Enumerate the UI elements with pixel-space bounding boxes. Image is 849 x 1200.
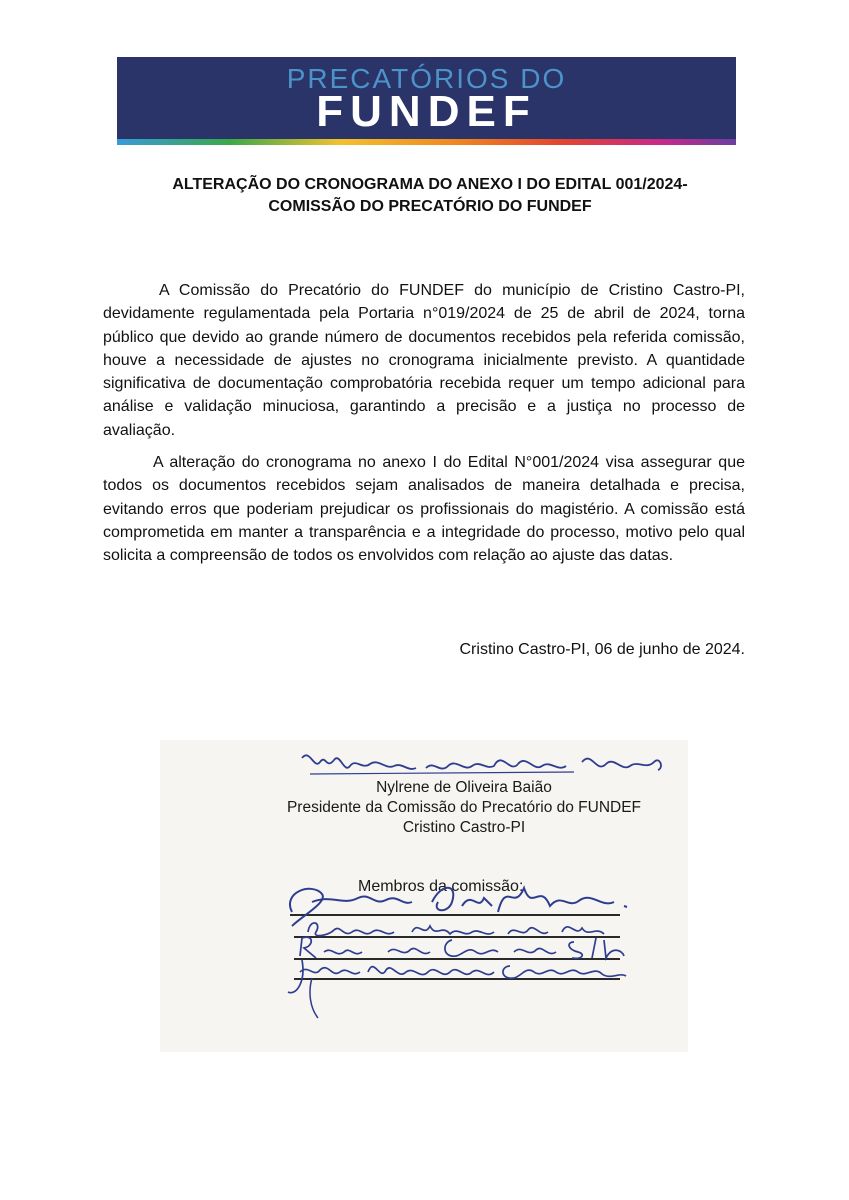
- document-title-line2: COMISSÃO DO PRECATÓRIO DO FUNDEF: [268, 198, 592, 215]
- body-paragraph-1: A Comissão do Precatório do FUNDEF do município de Cristino Castro-PI, devidamente regulamentada pela Portaria n°019/2024 de 25 de abril de 2024, torna público que devido ao grande número de documentos recebidos pela referida comissão, houve a necessidade de ajustes no cronograma inicialmente previsto. A quantidade significativa de documentação comprobatória recebida requer um tempo adicional para análise e validação minuciosa, garantindo a precisão e a justiça no processo de avaliação.: [103, 282, 745, 439]
- body-paragraph-2: A alteração do cronograma no anexo I do Edital N°001/2024 visa assegurar que todos os documentos recebidos sejam analisados de maneira detalhada e precisa, evitando erros que poderiam prejudicar os profissionais do magistério. A comissão está comprometida em manter a transparência e a integridade do processo, motivo pelo qual solicita a compreensão de todos os envolvidos com relação ao ajuste das datas.: [103, 454, 745, 565]
- logo-text-line2: FUNDEF: [316, 87, 537, 136]
- members-label: Membros da comissão:: [358, 878, 524, 895]
- document-title-line1: ALTERAÇÃO DO CRONOGRAMA DO ANEXO I DO EDITAL 001/2024-: [172, 176, 688, 193]
- logo-text-line1: PRECATÓRIOS DO: [286, 63, 567, 94]
- member-signature-4: [290, 952, 640, 1022]
- president-role: Presidente da Comissão do Precatório do FUNDEF: [286, 799, 642, 816]
- date-line: Cristino Castro-PI, 06 de junho de 2024.: [459, 641, 745, 658]
- president-city: Cristino Castro-PI: [402, 819, 526, 836]
- president-name: Nylrene de Oliveira Baião: [376, 779, 552, 796]
- fundef-logo-banner: [117, 57, 736, 145]
- logo-color-stripe: [117, 139, 736, 145]
